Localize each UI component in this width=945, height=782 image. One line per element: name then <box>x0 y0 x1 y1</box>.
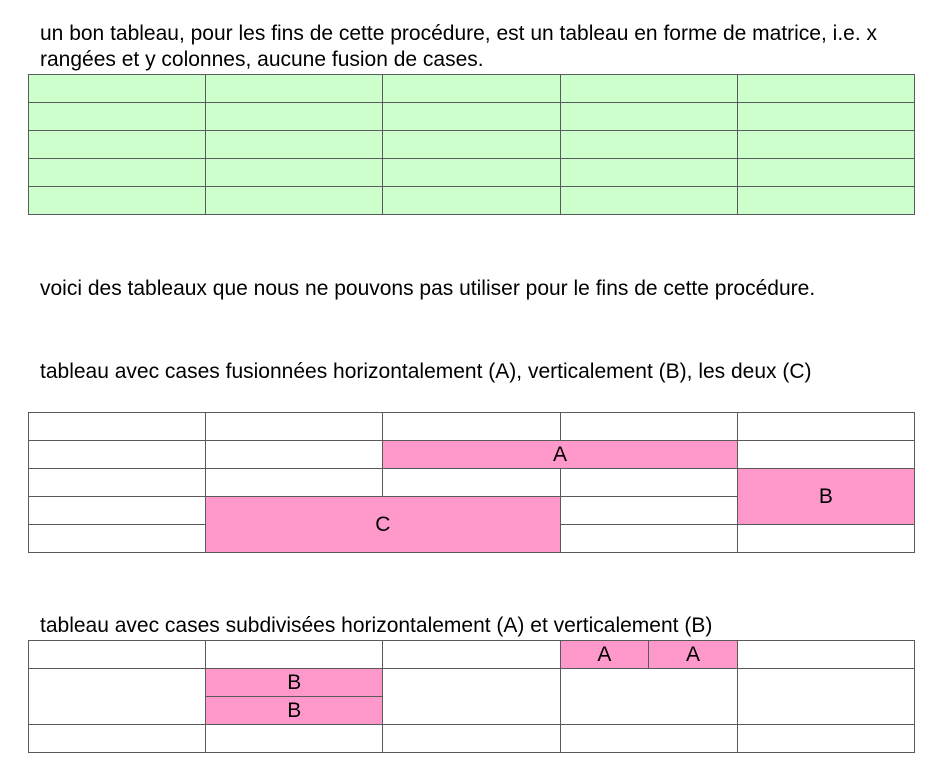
subcell-a-left: A <box>561 641 649 668</box>
table-cell <box>383 413 560 441</box>
split-table-caption: tableau avec cases subdivisées horizontalement (A) et verticalement (B) <box>40 614 713 637</box>
table-cell <box>383 159 560 187</box>
table-cell <box>29 669 206 725</box>
table-cell <box>560 525 737 553</box>
table-cell <box>206 469 383 497</box>
table-cell <box>560 469 737 497</box>
table-cell <box>29 187 206 215</box>
good-table <box>28 74 915 215</box>
table-cell <box>383 103 560 131</box>
table-cell <box>29 413 206 441</box>
bad-tables-intro: voici des tableaux que nous ne pouvons pas utiliser pour le fins de cette procédure. <box>40 277 816 300</box>
table-cell <box>383 669 560 725</box>
table-cell <box>206 131 383 159</box>
table-row <box>29 441 915 469</box>
table-cell <box>560 103 737 131</box>
table-cell <box>206 187 383 215</box>
table-cell <box>383 187 560 215</box>
table-cell <box>206 159 383 187</box>
intro-text: un bon tableau, pour les fins de cette procédure, est un tableau en forme de matrice, i.e. x rangées et y colonnes, aucune fusion de cases. <box>40 22 878 71</box>
table-cell <box>560 75 737 103</box>
table-cell <box>737 525 914 553</box>
table-row <box>29 413 915 441</box>
merged-cell-a: A <box>383 441 737 469</box>
table-cell <box>206 103 383 131</box>
table-cell <box>560 413 737 441</box>
table-cell <box>737 413 914 441</box>
table-cell <box>383 469 560 497</box>
table-cell <box>560 725 737 753</box>
subcell-b-top: B <box>206 669 382 697</box>
horizontal-subdivision <box>561 641 737 668</box>
table-cell <box>560 187 737 215</box>
subcell-b-bottom: B <box>206 697 382 725</box>
table-row <box>29 641 915 669</box>
table-cell <box>29 469 206 497</box>
table-cell <box>29 725 206 753</box>
table-cell <box>560 669 737 725</box>
table-row <box>29 131 915 159</box>
table-row <box>29 669 915 725</box>
table-cell <box>737 669 914 725</box>
table-cell <box>737 725 914 753</box>
table-row <box>29 725 915 753</box>
table-cell <box>29 497 206 525</box>
split-cell-a <box>560 641 737 669</box>
table-cell <box>29 131 206 159</box>
table-cell <box>560 131 737 159</box>
merged-table <box>28 412 915 553</box>
table-cell <box>29 641 206 669</box>
table-cell <box>737 131 914 159</box>
table-cell <box>206 641 383 669</box>
merged-table-caption: tableau avec cases fusionnées horizontalement (A), verticalement (B), les deux (C) <box>40 360 812 383</box>
table-cell <box>29 75 206 103</box>
subcell-a-right: A <box>649 641 737 668</box>
table-cell <box>383 641 560 669</box>
table-cell <box>29 441 206 469</box>
table-row <box>29 75 915 103</box>
table-cell <box>29 103 206 131</box>
split-cell-b <box>206 669 383 725</box>
table-row <box>29 103 915 131</box>
vertical-subdivision <box>206 669 382 724</box>
split-table <box>28 640 915 753</box>
table-cell <box>29 525 206 553</box>
table-cell <box>206 75 383 103</box>
table-cell <box>737 641 914 669</box>
table-cell <box>737 75 914 103</box>
table-row <box>29 187 915 215</box>
table-cell <box>560 497 737 525</box>
table-cell <box>206 441 383 469</box>
table-cell <box>737 441 914 469</box>
table-cell <box>206 725 383 753</box>
table-cell <box>383 75 560 103</box>
table-cell <box>560 159 737 187</box>
merged-cell-c: C <box>206 497 560 553</box>
table-cell <box>383 725 560 753</box>
table-cell <box>29 159 206 187</box>
table-cell <box>737 187 914 215</box>
table-cell <box>737 159 914 187</box>
merged-cell-b: B <box>737 469 914 525</box>
table-row <box>29 159 915 187</box>
table-cell <box>383 131 560 159</box>
table-row <box>29 469 915 497</box>
table-cell <box>206 413 383 441</box>
table-cell <box>737 103 914 131</box>
